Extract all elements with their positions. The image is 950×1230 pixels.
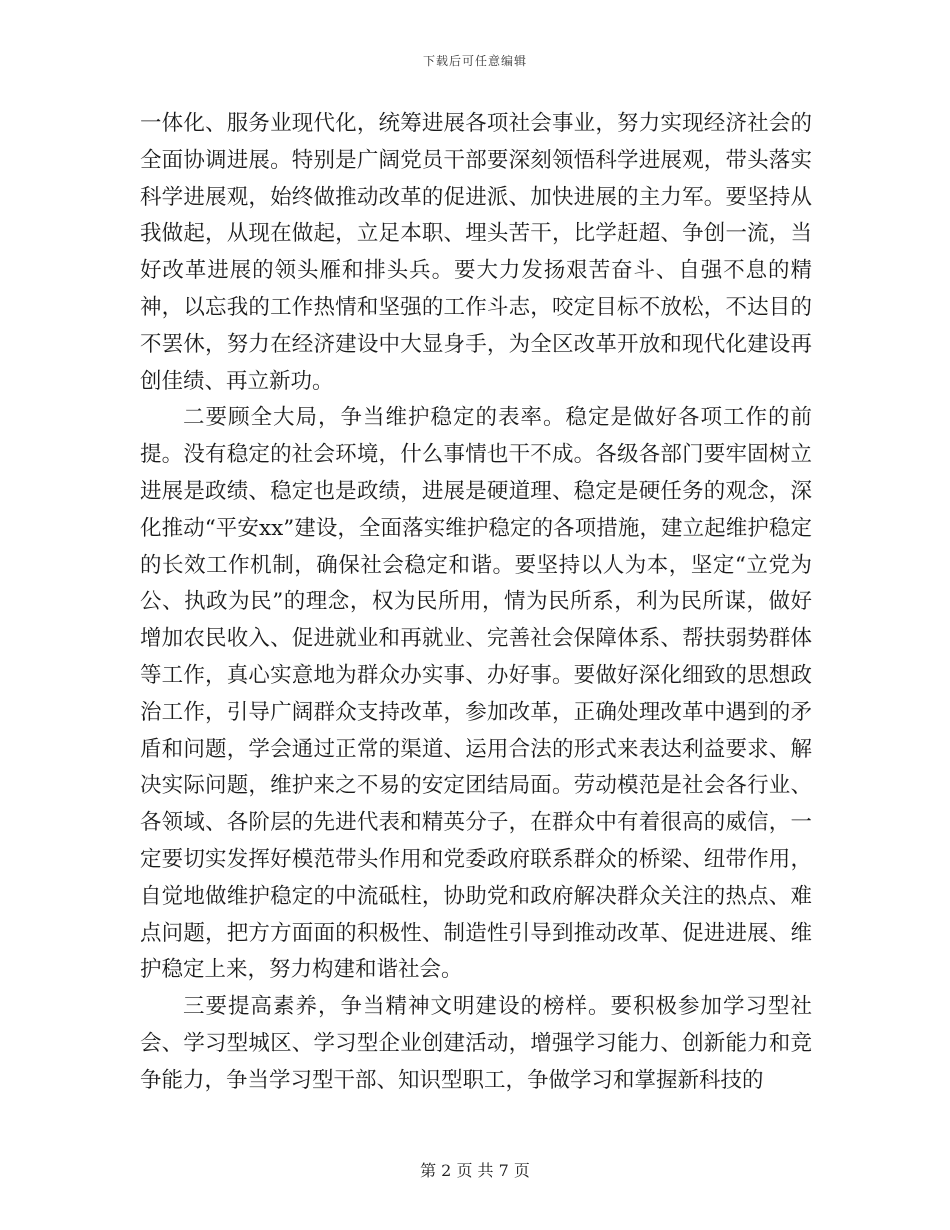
paragraph-3: 三要提高素养，争当精神文明建设的榜样。要积极参加学习型社会、学习型城区、学习型企业创建活动，增强学习能力、创新能力和竞争能力，争当学习型干部、知识型职工，争做学习和掌握新科技的 [140, 994, 812, 1093]
page-header: 下载后可任意编辑 [422, 54, 527, 68]
paragraph-1: 一体化、服务业现代化，统筹进展各项社会事业，努力实现经济社会的全面协调进展。特别是广阔党员干部要深刻领悟科学进展观，带头落实科学进展观，始终做推动改革的促进派、加快进展的主力军。要坚持从我做起，从现在做起，立足本职、埋头苦干，比学赶超、争创一流，当好改革进展的领头雁和排头兵。要大力发扬艰苦奋斗、自强不息的精神，以忘我的工作热情和坚强的工作斗志，咬定目标不放松，不达目的不罢休，努力在经济建设中大显身手，为全区改革开放和现代化建设再创佳绩、再立新功。 [140, 111, 812, 394]
paragraph-2: 二要顾全大局，争当维护稳定的表率。稳定是做好各项工作的前提。没有稳定的社会环境，什么事情也干不成。各级各部门要牢固树立进展是政绩、稳定也是政绩，进展是硬道理、稳定是硬任务的观念，深化推动“平安xx”建设，全面落实维护稳定的各项措施，建立起维护稳定的长效工作机制，确保社会稳定和谐。要坚持以人为本，坚定“立党为公、执政为民”的理念，权为民所用，情为民所系，利为民所谋，做好增加农民收入、促进就业和再就业、完善社会保障体系、帮扶弱势群体等工作，真心实意地为群众办实事、办好事。要做好深化细致的思想政治工作，引导广阔群众支持改革，参加改革，正确处理改革中遇到的矛盾和问题，学会通过正常的渠道、运用合法的形式来表达利益要求、解决实际问题，维护来之不易的安定团结局面。劳动模范是社会各行业、各领域、各阶层的先进代表和精英分子，在群众中有着很高的威信，一定要切实发挥好模范带头作用和党委政府联系群众的桥梁、纽带作用，自觉地做维护稳定的中流砥柱，协助党和政府解决群众关注的热点、难点问题，把方方面面的积极性、制造性引导到推动改革、促进进展、维护稳定上来，努力构建和谐社会。 [140, 405, 812, 983]
page-number-footer: 第 2 页 共 7 页 [420, 1161, 530, 1180]
document-body [140, 106, 812, 1100]
